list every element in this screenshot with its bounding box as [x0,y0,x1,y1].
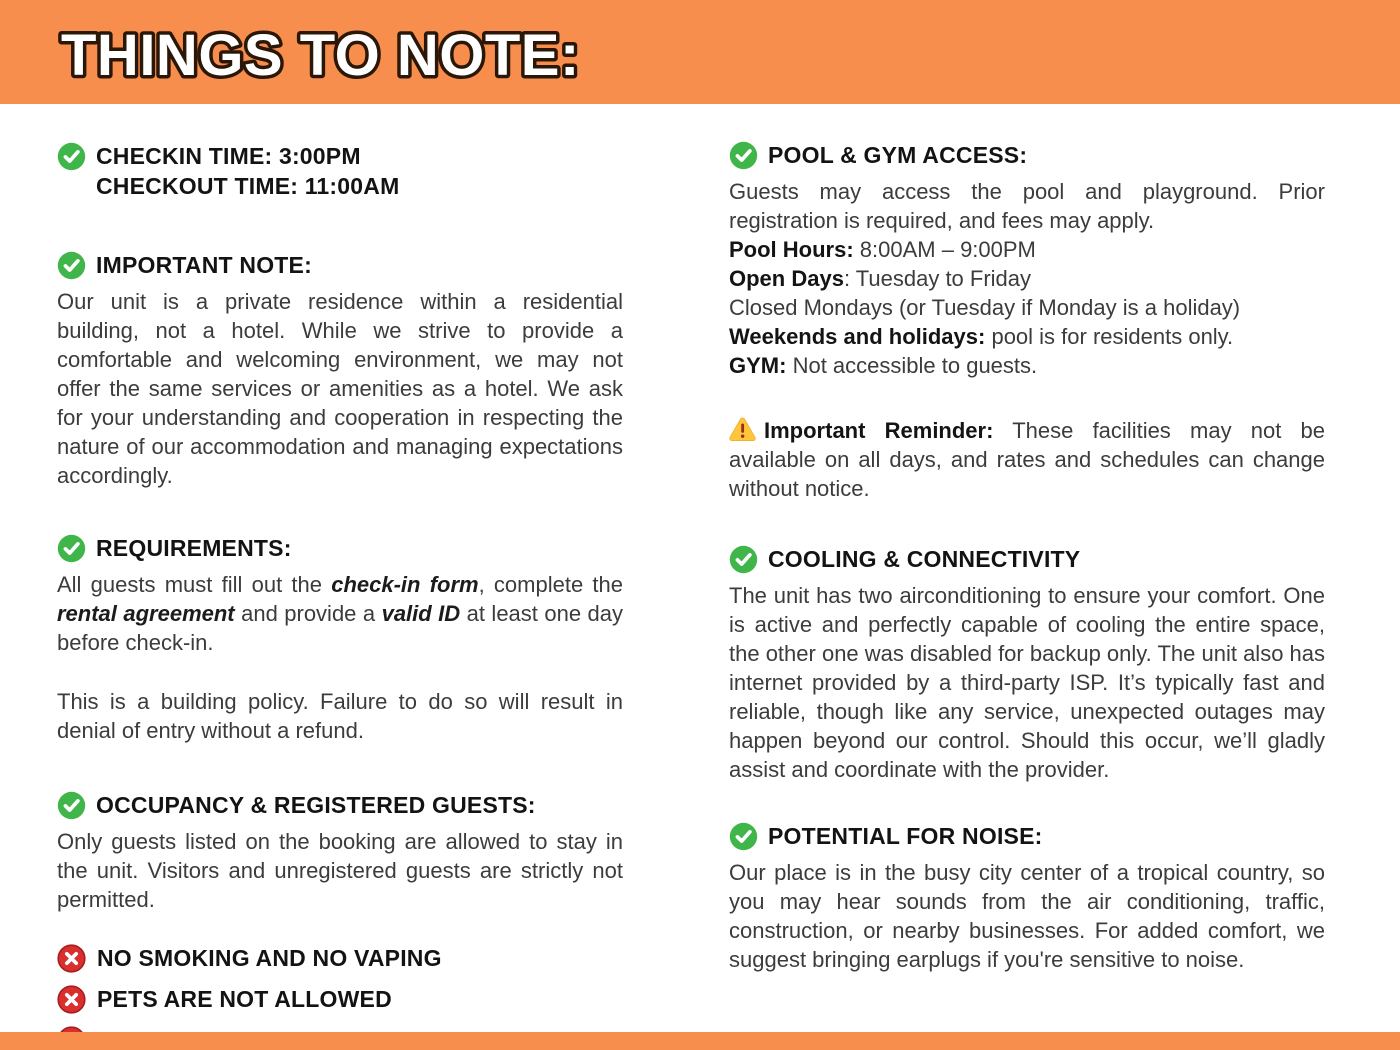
check-circle-icon [729,545,758,574]
check-circle-icon [57,791,86,820]
svg-text:THINGS TO NOTE:: THINGS TO NOTE: [61,23,580,88]
right-column [729,141,1325,1050]
important-reminder-paragraph: Important Reminder: These facilities may not be available on all days, and rates and schedules can change without notice. [729,418,1325,501]
occupancy-paragraph: Only guests listed on the booking are allowed to stay in the unit. Visitors and unregistered guests are strictly not permitted. [57,829,623,912]
page-title [57,7,777,97]
warning-triangle-icon [729,417,756,441]
section-important-note [57,251,623,490]
cross-circle-icon [57,944,86,973]
section-checkin-times [57,141,623,201]
section-requirements [57,534,623,745]
checkin-form-emphasis: check-in form [331,572,479,597]
section-heading: IMPORTANT NOTE: [96,252,312,278]
rule-label: PETS ARE NOT ALLOWED [97,986,392,1012]
section-pool-gym [729,141,1325,380]
section-heading: POOL & GYM ACCESS: [768,142,1028,168]
section-heading: OCCUPANCY & REGISTERED GUESTS: [96,792,536,818]
building-policy-paragraph: This is a building policy. Failure to do so will result in denial of entry without a refund. [57,689,623,743]
checkout-time-text: CHECKOUT TIME: 11:00AM [96,173,400,199]
pool-intro-paragraph: Guests may access the pool and playground. Prior registration is required, and fees may apply. [729,179,1325,233]
noise-paragraph: Our place is in the busy city center of a tropical country, so you may hear sounds from the air conditioning, traffic, construction, or nearby businesses. For added comfort, we suggest bringing earplugs if you're sensitive to noise. [729,860,1325,972]
rental-agreement-emphasis: rental agreement [57,601,235,626]
open-days-line: Open Days: Tuesday to Friday [729,266,1032,291]
check-circle-icon [57,534,86,563]
weekends-holidays-line: Weekends and holidays: pool is for residents only. [729,324,1234,349]
content-area [0,104,1400,1050]
cooling-paragraph: The unit has two airconditioning to ensure your comfort. One is active and perfectly capable of cooling the entire space, the other one was disabled for backup only. The unit also has internet provided by a third-party ISP. It’s typically fast and reliable, though like any service, unexpected outages may happen beyond our control. Should this occur, we’ll gladly assist and coordinate with the provider. [729,583,1326,782]
rule-no-pets [57,985,623,1014]
section-potential-noise [729,822,1325,974]
page-footer-bar [0,1032,1400,1050]
gym-line: GYM: Not accessible to guests. [729,353,1038,378]
important-note-paragraph: Our unit is a private residence within a residential building, not a hotel. While we strive to provide a comfortable and welcoming environment, we may not offer the same services or amenities as a hotel. We ask for your understanding and cooperation in respecting the nature of our accommodation and managing expectations accordingly. [57,289,623,488]
pool-hours-line: Pool Hours: 8:00AM – 9:00PM [729,237,1036,262]
checkin-time-text: CHECKIN TIME: 3:00PM [96,143,361,169]
section-heading: COOLING & CONNECTIVITY [768,546,1081,572]
rule-label: NO SMOKING AND NO VAPING [97,945,442,971]
rule-no-smoking [57,944,623,973]
reminder-label: Important Reminder: [764,418,994,443]
cross-circle-icon [57,985,86,1014]
valid-id-emphasis: valid ID [381,601,461,626]
check-circle-icon [729,822,758,851]
check-circle-icon [57,251,86,280]
section-important-reminder [729,416,1325,503]
page-header-banner [0,0,1400,104]
section-heading: REQUIREMENTS: [96,535,292,561]
check-circle-icon [729,141,758,170]
check-circle-icon [57,142,86,171]
section-occupancy [57,791,623,914]
left-column [57,141,623,1050]
closed-mondays-line: Closed Mondays (or Tuesday if Monday is a holiday) [729,295,1241,320]
section-heading: POTENTIAL FOR NOISE: [768,823,1043,849]
section-cooling-connectivity [729,545,1325,784]
requirements-paragraph: All guests must fill out the check-in form, complete the rental agreement and provide a valid ID at least one day before check-in. [57,572,623,655]
